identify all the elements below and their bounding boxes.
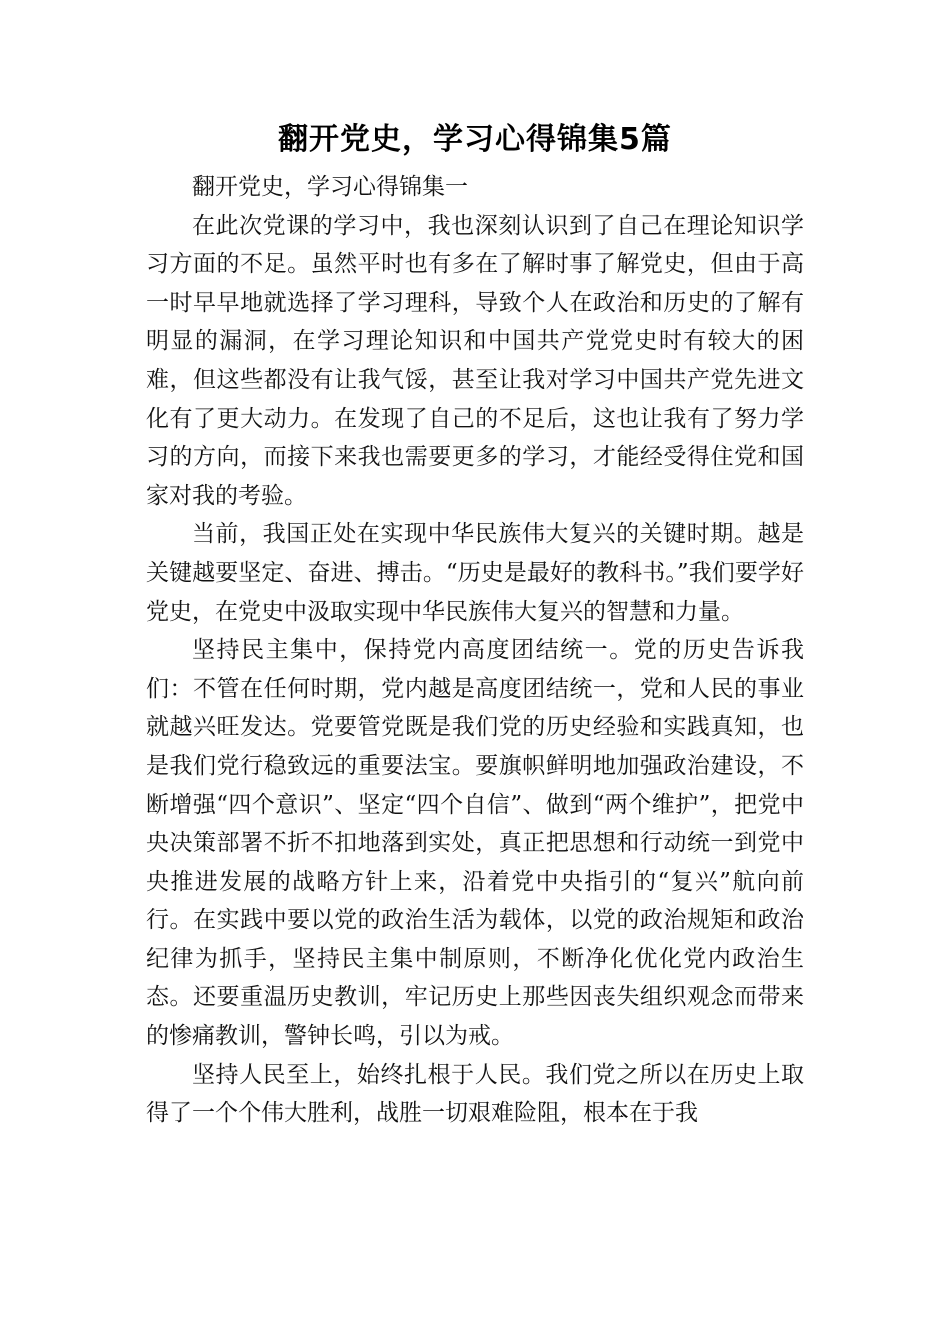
paragraph: 当前，我国正处在实现中华民族伟大复兴的关键时期。越是关键越要坚定、奋进、搏击。“历史是最好的教科书。”我们要学好党史，在党史中汲取实现中华民族伟大复兴的智慧和力量。	[146, 521, 804, 625]
section-heading: 翻开党史，学习心得锦集一	[192, 174, 468, 200]
document-body	[146, 168, 804, 1133]
paragraph: 坚持人民至上，始终扎根于人民。我们党之所以在历史上取得了一个个伟大胜利，战胜一切艰难险阻，根本在于我	[146, 1061, 804, 1127]
document-title: 翻开党史，学习心得锦集5篇	[278, 122, 672, 157]
paragraph: 坚持民主集中，保持党内高度团结统一。党的历史告诉我们：不管在任何时期，党内越是高度团结统一，党和人民的事业就越兴旺发达。党要管党既是我们党的历史经验和实践真知，也是我们党行稳致远的重要法宝。要旗帜鲜明地加强政治建设，不断增强“四个意识”、坚定“四个自信”、做到“两个维护”，把党中央决策部署不折不扣地落到实处，真正把思想和行动统一到党中央推进发展的战略方针上来，沿着党中央指引的“复兴”航向前行。在实践中要以党的政治生活为载体，以党的政治规矩和政治纪律为抓手，坚持民主集中制原则，不断净化优化党内政治生态。还要重温历史教训，牢记历史上那些因丧失组织观念而带来的惨痛教训，警钟长鸣，引以为戒。	[146, 637, 804, 1050]
paragraph: 在此次党课的学习中，我也深刻认识到了自己在理论知识学习方面的不足。虽然平时也有多在了解时事了解党史，但由于高一时早早地就选择了学习理科，导致个人在政治和历史的了解有明显的漏洞，在学习理论知识和中国共产党党史时有较大的困难，但这些都没有让我气馁，甚至让我对学习中国共产党先进文化有了更大动力。在发现了自己的不足后，这也让我有了努力学习的方向，而接下来我也需要更多的学习，才能经受得住党和国家对我的考验。	[146, 212, 804, 509]
